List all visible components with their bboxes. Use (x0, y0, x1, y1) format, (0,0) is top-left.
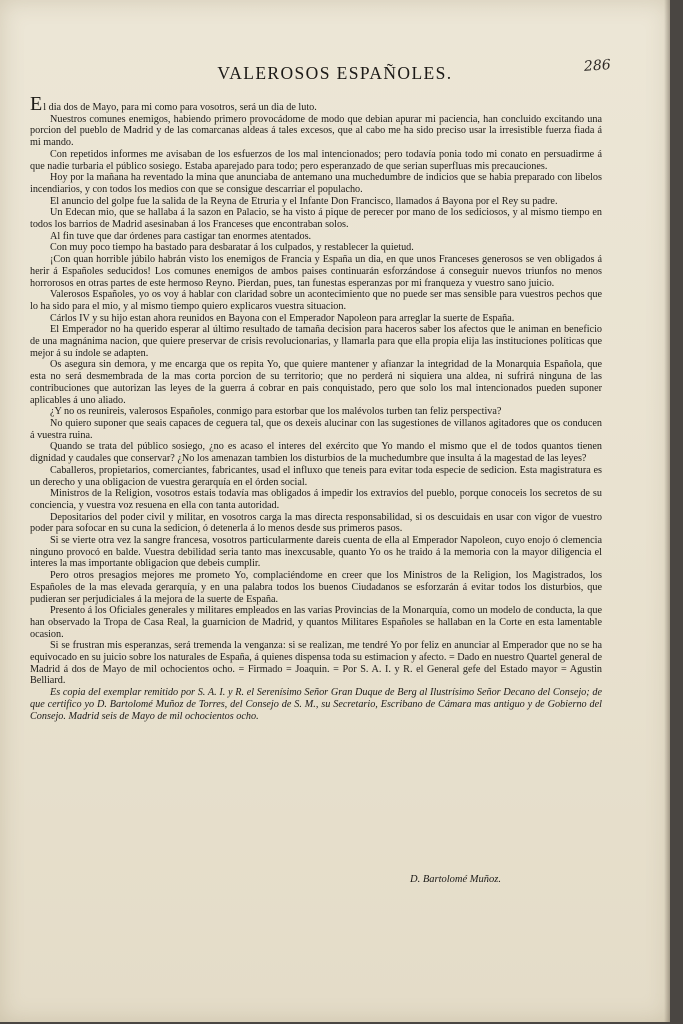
paragraph: El Emperador no ha querido esperar al último resultado de tamaña decision para haceros saber los afectos que le animan en beneficio de una magnánima nacion, que quiere preservar de crisis revolucionarias, y llamarla para que ella propia elija las instituciones políticas que mejor á su índole se adapten. (30, 324, 602, 359)
certification-paragraph: Es copia del exemplar remitido por S. A. I. y R. el Serenísimo Señor Gran Duque de Berg al Ilustrísimo Señor Decano del Consejo; de que certifico yo D. Bartolomé Muñoz de Torres, del Consejo de S. M., su Secretario, Escribano de Cámara mas antiguo y de Gobierno del Consejo. Madrid seis de Mayo de mil ochocientos ocho. (30, 687, 602, 722)
paragraph: Un Edecan mio, que se hallaba á la sazon en Palacio, se ha visto á pique de perecer por mano de los sediciosos, y al mismo tiempo en todos los barrios de Madrid asesinaban á los Franceses que encontraban solos. (30, 207, 602, 231)
paragraph: Al fin tuve que dar órdenes para castigar tan enormes atentados. (50, 230, 312, 242)
handwritten-page-number: 286 (583, 57, 612, 75)
paragraph-text: l dia dos de Mayo, para mi como para vosotros, será un dia de luto. (43, 102, 317, 113)
paragraph: Si se frustran mis esperanzas, será tremenda la venganza: si se realizan, me tendré Yo por feliz en anunciar al Emperador que no se ha equivocado en su juicio sobre los naturales de España, á quienes dispensa toda su estimacion y afecto. = Dado en nuestro Quartel general de Madrid á dos de Mayo de mil ochocientos ocho. = Firmado = Joaquin. = Por S. A. I. y R. el General gefe del Estado mayor = Agustin Belliard. (30, 640, 602, 687)
paragraph: ¡Con quan horrible júbilo habrán visto los enemigos de Francia y España un dia, en que unos Franceses generosos se ven obligados á herir á Españoles seducidos! Los comunes enemigos de ambos paises continuarán esforzándose á conseguir nuevos triunfos no menos horrorosos en otras partes de este hermoso Reyno. Pierdan, pues, tan funestas esperanzas por mi franqueza y vuestro sano juicio. (30, 254, 602, 289)
paragraph: Os asegura sin demora, y me encarga que os repita Yo, que quiere mantener y afianzar la integridad de la Monarquia Española, que esta no será desmembrada de la mas corta porcion de su territorio; que no perderá ni siquiera una aldea, ni sufrirá ninguna de las contribuciones que autorizan las leyes de la guerra á cobrar en pais conquistado, pero que solo los mal intencionados pueden suponer aplicables á uno aliado. (30, 359, 602, 406)
paragraph: Quando se trata del público sosiego, ¿no es acaso el interes del exército que Yo mando el mismo que el de todos quantos tienen dignidad y caudales que conservar? ¿No los amenazan tambien los disturbios de la muchedumbre que insulta á la magestad de las leyes? (30, 441, 602, 465)
paragraph (30, 93, 602, 115)
paragraph: Con repetidos informes me avisaban de los esfuerzos de los mal intencionados; pero todavía ponia todo mi conato en persuadirme á que nadie turbaria el público sosiego. Estaba aparejado para todo; pero esperanzado de que serian superfluas mis precauciones. (30, 148, 602, 172)
paragraph: El anuncio del golpe fue la salida de la Reyna de Etruria y el Infante Don Francisco, llamados á Bayona por el Rey su padre. (50, 195, 558, 207)
paragraph: Nuestros comunes enemigos, habiendo primero provocádome de modo que debian apurar mi paciencia, han concluido excitando una porcion del pueblo de Madrid y de las comarcanas aldeas á tales excesos, que al cabo me ha sido preciso usar la irresistible fuerza fiada á mi mando. (30, 113, 602, 149)
paragraph: Pero otros presagios mejores me prometo Yo, complaciéndome en creer que los Ministros de la Religion, los Magistrados, los Españoles de la mas elevada gerarquía, y en una palabra todos los buenos Ciudadanos se esforzarán á evitar todos los disturbios, que pudieran ser perjudiciales á la mejora de la suerte de España. (30, 570, 602, 605)
paragraph: Caballeros, propietarios, comerciantes, fabricantes, usad el influxo que teneis para evitar toda especie de sedicion. Esta magistratura es un derecho y una obligacion de vuestra gerarquía en el órden social. (30, 464, 602, 488)
paragraph: ¿Y no os reunireis, valerosos Españoles, conmigo para estorbar que los malévolos turben tan feliz perspectiva? (50, 406, 502, 418)
paragraph: Ministros de la Religion, vosotros estais todavía mas obligados á impedir los extravios del pueblo, porque conoceis los secretos de su conciencia, y vuestra voz resuena en ella con tanta autoridad. (30, 488, 602, 511)
paragraph: Presento á los Oficiales generales y militares empleados en las varias Provincias de la Monarquía, como un modelo de conducta, la que han observado la Tropa de Casa Real, la guarnicion de Madrid, y quantos Militares Españoles se hallaban en la Corte en esta lamentable ocasion. (30, 605, 602, 640)
paragraph: Si se vierte otra vez la sangre francesa, vosotros particularmente dareis cuenta de ella al Emperador Napoleon, cuyo enojo ó clemencia ninguno provocó en balde. Vuestra debilidad seria tanto mas inexcusable, quanto Yo os he traido á la memoria con la mayor diligencia el interes la mas importante obligacion que debeis cumplir. (30, 535, 602, 570)
signature: D. Bartolomé Muñoz. (410, 874, 501, 885)
document-body (30, 93, 602, 722)
drop-cap: E (30, 93, 43, 115)
paragraph: No quiero suponer que seais capaces de ceguera tal, que os dexeis alucinar con las sugestiones de villanos agitadores que os conducen á vuestra ruina. (30, 417, 602, 441)
paragraph: Hoy por la mañana ha reventado la mina que anunciaba de antemano una muchedumbre de indicios que se habia preparado con libelos incendiarios, y con todos los medios con que se consigue descarriar el populacho. (30, 172, 602, 195)
paragraph: Con muy poco tiempo ha bastado para desbaratar á los culpados, y restablecer la quietud. (50, 242, 414, 254)
paragraph: Cárlos IV y su hijo estan ahora reunidos en Bayona con el Emperador Napoleon para arreglar la suerte de España. (50, 312, 515, 324)
document-heading: VALEROSOS ESPAÑOLES. (217, 63, 453, 83)
paragraph: Depositarios del poder civil y militar, en vosotros carga la mas directa responsabilidad, si os descuidais en usar con vigor de vuestro poder para sofocar en su cuna la sedicion, ó detenerla á lo menos desde sus primeros pasos. (30, 511, 602, 535)
paragraph: Valerosos Españoles, yo os voy á hablar con claridad sobre un acontecimiento que no puede ser mas sensible para vuestros pechos que lo ha sido para el mio, y al mismo tiempo quiero explicaros vuestra situacion. (30, 289, 602, 312)
